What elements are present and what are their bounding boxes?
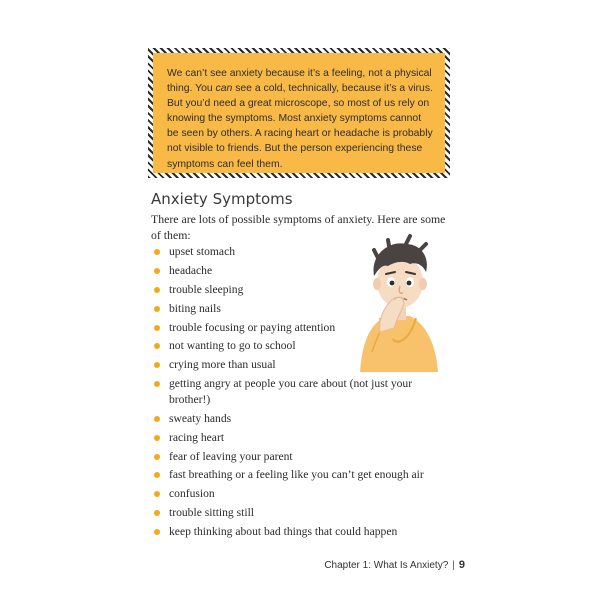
bullet-icon <box>154 381 160 387</box>
page-footer <box>324 559 465 571</box>
list-item <box>151 430 439 446</box>
callout-text-before: We can’t see anxiety because it’s a feeling, not a physical thing. You <box>167 68 432 95</box>
callout-text <box>153 53 445 173</box>
bullet-icon <box>154 362 160 368</box>
list-item <box>151 486 439 502</box>
bullet-icon <box>154 325 160 331</box>
list-item <box>151 524 439 540</box>
list-item-text: headache <box>169 263 213 277</box>
list-item <box>151 449 439 465</box>
bullet-icon <box>154 343 160 349</box>
footer-separator: | <box>452 560 455 571</box>
bullet-icon <box>154 306 160 312</box>
callout-emphasis: can <box>215 83 233 95</box>
list-item-text: sweaty hands <box>169 411 232 425</box>
chapter-title: Chapter 1: What Is Anxiety? <box>324 560 449 571</box>
list-item <box>151 505 439 521</box>
section-heading: Anxiety Symptoms <box>151 190 293 208</box>
bullet-icon <box>154 491 160 497</box>
page-number: 9 <box>458 559 465 571</box>
section-intro: There are lots of possible symptoms of anxiety. Here are some of them: <box>151 212 446 242</box>
list-item <box>151 467 439 483</box>
list-item-text: trouble sleeping <box>169 282 244 296</box>
callout-box <box>148 48 450 178</box>
bullet-icon <box>154 454 160 460</box>
bullet-icon <box>154 435 160 441</box>
bullet-icon <box>154 529 160 535</box>
anxious-boy-biting-nails-icon <box>350 232 446 372</box>
bullet-icon <box>154 472 160 478</box>
list-item-text: racing heart <box>169 430 225 444</box>
list-item <box>151 376 439 407</box>
list-item-text: confusion <box>169 487 215 501</box>
list-item-text: crying more than usual <box>169 358 276 372</box>
list-item-text: fear of leaving your parent <box>169 449 293 463</box>
bullet-icon <box>154 510 160 516</box>
list-item-text: keep thinking about bad things that could happen <box>169 525 398 539</box>
bullet-icon <box>154 416 160 422</box>
list-item-text: trouble sitting still <box>169 506 255 520</box>
list-item <box>151 411 439 427</box>
list-item-text: trouble focusing or paying attention <box>169 320 336 334</box>
bullet-icon <box>154 287 160 293</box>
list-item-text: biting nails <box>169 301 221 315</box>
bullet-icon <box>154 268 160 274</box>
callout-text-after: see a cold, technically, because it’s a virus. But you’d need a great microscope, so most of us rely on knowing the symptoms. Most anxiety symptoms cannot be seen by others. A racing heart or headache is probably not visible to friends. But the person experiencing these symptoms can feel them. <box>167 83 433 170</box>
list-item-text: fast breathing or a feeling like you can’t get enough air <box>169 468 424 482</box>
bullet-icon <box>154 249 160 255</box>
list-item-text: getting angry at people you care about (not just your brother!) <box>169 377 413 406</box>
list-item-text: upset stomach <box>169 245 236 258</box>
list-item-text: not wanting to go to school <box>169 339 296 353</box>
